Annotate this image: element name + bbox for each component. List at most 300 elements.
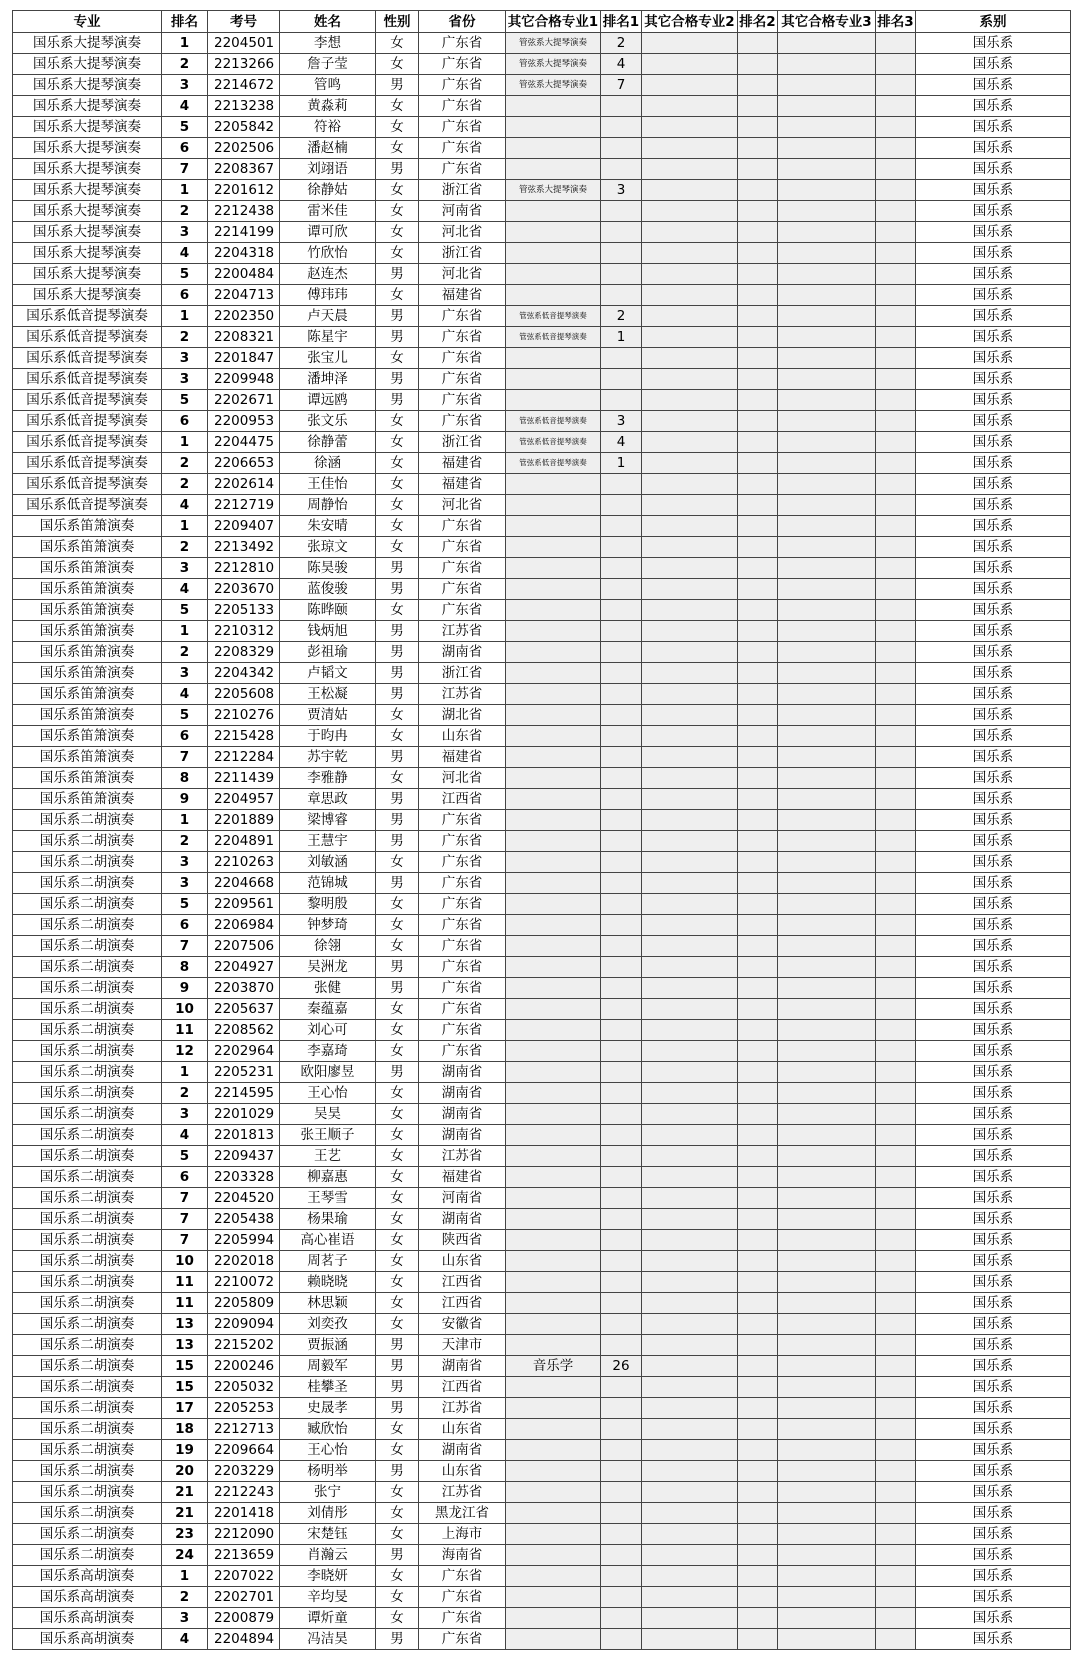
province-cell[interactable]: 江苏省 (419, 1146, 506, 1167)
rank-2-cell[interactable] (738, 1062, 778, 1083)
name-cell[interactable]: 彭祖瑜 (280, 642, 376, 663)
rank-3-cell[interactable] (876, 957, 916, 978)
table-row[interactable] (13, 159, 1071, 180)
rank-1-cell[interactable] (601, 894, 642, 915)
rank-1-cell[interactable] (601, 1461, 642, 1482)
other-major-1-cell[interactable] (506, 390, 601, 411)
other-major-1-cell[interactable] (506, 1251, 601, 1272)
table-row[interactable] (13, 117, 1071, 138)
rank-1-cell[interactable] (601, 138, 642, 159)
rank-cell[interactable]: 4 (162, 684, 208, 705)
name-cell[interactable]: 秦蕴嘉 (280, 999, 376, 1020)
major-cell[interactable]: 国乐系低音提琴演奏 (13, 411, 162, 432)
name-cell[interactable]: 李想 (280, 33, 376, 54)
rank-3-cell[interactable] (876, 915, 916, 936)
exam-id-cell[interactable]: 2209437 (208, 1146, 280, 1167)
exam-id-cell[interactable]: 2204927 (208, 957, 280, 978)
department-cell[interactable]: 国乐系 (916, 642, 1071, 663)
name-cell[interactable]: 王慧宇 (280, 831, 376, 852)
department-cell[interactable]: 国乐系 (916, 474, 1071, 495)
table-row[interactable] (13, 243, 1071, 264)
rank-2-cell[interactable] (738, 1356, 778, 1377)
rank-3-cell[interactable] (876, 537, 916, 558)
other-major-1-cell[interactable] (506, 978, 601, 999)
other-major-3-cell[interactable] (778, 1041, 876, 1062)
rank-3-cell[interactable] (876, 873, 916, 894)
rank-2-cell[interactable] (738, 684, 778, 705)
other-major-2-cell[interactable] (642, 1083, 738, 1104)
gender-cell[interactable]: 男 (376, 1398, 419, 1419)
rank-3-cell[interactable] (876, 264, 916, 285)
other-major-2-cell[interactable] (642, 495, 738, 516)
province-cell[interactable]: 广东省 (419, 915, 506, 936)
province-cell[interactable]: 山东省 (419, 726, 506, 747)
name-cell[interactable]: 刘倩彤 (280, 1503, 376, 1524)
rank-1-cell[interactable] (601, 348, 642, 369)
rank-2-cell[interactable] (738, 243, 778, 264)
province-cell[interactable]: 江苏省 (419, 684, 506, 705)
gender-cell[interactable]: 女 (376, 915, 419, 936)
name-cell[interactable]: 于昀冉 (280, 726, 376, 747)
department-cell[interactable]: 国乐系 (916, 999, 1071, 1020)
rank-cell[interactable]: 1 (162, 810, 208, 831)
gender-cell[interactable]: 男 (376, 1629, 419, 1650)
rank-2-cell[interactable] (738, 54, 778, 75)
gender-cell[interactable]: 女 (376, 33, 419, 54)
major-cell[interactable]: 国乐系低音提琴演奏 (13, 432, 162, 453)
name-cell[interactable]: 王心怡 (280, 1440, 376, 1461)
exam-id-cell[interactable]: 2213492 (208, 537, 280, 558)
table-row[interactable] (13, 747, 1071, 768)
rank-1-cell[interactable] (601, 1272, 642, 1293)
province-cell[interactable]: 广东省 (419, 306, 506, 327)
rank-2-cell[interactable] (738, 1566, 778, 1587)
name-cell[interactable]: 张健 (280, 978, 376, 999)
department-cell[interactable]: 国乐系 (916, 852, 1071, 873)
province-cell[interactable]: 陕西省 (419, 1230, 506, 1251)
other-major-2-cell[interactable] (642, 1419, 738, 1440)
major-cell[interactable]: 国乐系大提琴演奏 (13, 138, 162, 159)
other-major-3-cell[interactable] (778, 1503, 876, 1524)
province-cell[interactable]: 广东省 (419, 348, 506, 369)
other-major-3-cell[interactable] (778, 1272, 876, 1293)
province-cell[interactable]: 浙江省 (419, 432, 506, 453)
gender-cell[interactable]: 女 (376, 201, 419, 222)
rank-3-cell[interactable] (876, 768, 916, 789)
exam-id-cell[interactable]: 2209407 (208, 516, 280, 537)
major-cell[interactable]: 国乐系笛箫演奏 (13, 600, 162, 621)
rank-2-cell[interactable] (738, 1608, 778, 1629)
other-major-2-cell[interactable] (642, 1230, 738, 1251)
other-major-1-cell[interactable] (506, 684, 601, 705)
name-cell[interactable]: 张宁 (280, 1482, 376, 1503)
table-row[interactable] (13, 1293, 1071, 1314)
department-cell[interactable]: 国乐系 (916, 600, 1071, 621)
name-cell[interactable]: 周静怡 (280, 495, 376, 516)
rank-cell[interactable]: 9 (162, 978, 208, 999)
province-cell[interactable]: 广东省 (419, 159, 506, 180)
rank-3-cell[interactable] (876, 1272, 916, 1293)
rank-2-cell[interactable] (738, 705, 778, 726)
rank-cell[interactable]: 6 (162, 1167, 208, 1188)
rank-cell[interactable]: 4 (162, 1125, 208, 1146)
major-cell[interactable]: 国乐系二胡演奏 (13, 1356, 162, 1377)
other-major-1-cell[interactable] (506, 768, 601, 789)
province-cell[interactable]: 广东省 (419, 75, 506, 96)
name-cell[interactable]: 卢天晨 (280, 306, 376, 327)
table-row[interactable] (13, 579, 1071, 600)
province-cell[interactable]: 江苏省 (419, 1482, 506, 1503)
rank-3-cell[interactable] (876, 474, 916, 495)
rank-2-cell[interactable] (738, 1293, 778, 1314)
department-cell[interactable]: 国乐系 (916, 348, 1071, 369)
rank-1-cell[interactable] (601, 1062, 642, 1083)
other-major-1-cell[interactable] (506, 1230, 601, 1251)
rank-1-cell[interactable] (601, 285, 642, 306)
major-cell[interactable]: 国乐系大提琴演奏 (13, 54, 162, 75)
other-major-3-cell[interactable] (778, 1104, 876, 1125)
province-cell[interactable]: 江西省 (419, 1272, 506, 1293)
rank-3-cell[interactable] (876, 369, 916, 390)
table-row[interactable] (13, 348, 1071, 369)
province-cell[interactable]: 广东省 (419, 138, 506, 159)
other-major-3-cell[interactable] (778, 684, 876, 705)
rank-cell[interactable]: 21 (162, 1503, 208, 1524)
rank-1-cell[interactable] (601, 1167, 642, 1188)
department-cell[interactable]: 国乐系 (916, 117, 1071, 138)
name-cell[interactable]: 王佳怡 (280, 474, 376, 495)
rank-2-cell[interactable] (738, 369, 778, 390)
other-major-2-cell[interactable] (642, 1251, 738, 1272)
other-major-2-cell[interactable] (642, 1629, 738, 1650)
name-cell[interactable]: 林思颖 (280, 1293, 376, 1314)
exam-id-cell[interactable]: 2214672 (208, 75, 280, 96)
major-cell[interactable]: 国乐系笛箫演奏 (13, 684, 162, 705)
name-cell[interactable]: 李雅静 (280, 768, 376, 789)
exam-id-cell[interactable]: 2208329 (208, 642, 280, 663)
exam-id-cell[interactable]: 2210263 (208, 852, 280, 873)
province-cell[interactable]: 山东省 (419, 1251, 506, 1272)
name-cell[interactable]: 臧欣怡 (280, 1419, 376, 1440)
rank-2-cell[interactable] (738, 159, 778, 180)
department-cell[interactable]: 国乐系 (916, 75, 1071, 96)
rank-3-cell[interactable] (876, 810, 916, 831)
other-major-2-cell[interactable] (642, 768, 738, 789)
gender-cell[interactable]: 女 (376, 1251, 419, 1272)
rank-3-cell[interactable] (876, 390, 916, 411)
other-major-2-cell[interactable] (642, 117, 738, 138)
exam-id-cell[interactable]: 2200879 (208, 1608, 280, 1629)
other-major-3-cell[interactable] (778, 1167, 876, 1188)
major-cell[interactable]: 国乐系笛箫演奏 (13, 516, 162, 537)
exam-id-cell[interactable]: 2215202 (208, 1335, 280, 1356)
rank-1-cell[interactable] (601, 684, 642, 705)
name-cell[interactable]: 章思政 (280, 789, 376, 810)
department-cell[interactable]: 国乐系 (916, 96, 1071, 117)
exam-id-cell[interactable]: 2203229 (208, 1461, 280, 1482)
rank-2-cell[interactable] (738, 75, 778, 96)
major-cell[interactable]: 国乐系大提琴演奏 (13, 285, 162, 306)
other-major-1-cell[interactable] (506, 789, 601, 810)
name-cell[interactable]: 吴洲龙 (280, 957, 376, 978)
other-major-1-cell[interactable] (506, 642, 601, 663)
other-major-3-cell[interactable] (778, 579, 876, 600)
other-major-3-cell[interactable] (778, 33, 876, 54)
rank-3-cell[interactable] (876, 1335, 916, 1356)
table-row[interactable] (13, 558, 1071, 579)
other-major-1-cell[interactable] (506, 894, 601, 915)
gender-cell[interactable]: 女 (376, 243, 419, 264)
province-cell[interactable]: 湖南省 (419, 1104, 506, 1125)
exam-id-cell[interactable]: 2206984 (208, 915, 280, 936)
exam-id-cell[interactable]: 2213266 (208, 54, 280, 75)
other-major-3-cell[interactable] (778, 1524, 876, 1545)
other-major-3-cell[interactable] (778, 1209, 876, 1230)
gender-cell[interactable]: 女 (376, 537, 419, 558)
department-cell[interactable]: 国乐系 (916, 327, 1071, 348)
other-major-3-cell[interactable] (778, 1482, 876, 1503)
name-cell[interactable]: 冯洁昊 (280, 1629, 376, 1650)
name-cell[interactable]: 高心崔语 (280, 1230, 376, 1251)
province-cell[interactable]: 广东省 (419, 1608, 506, 1629)
other-major-3-cell[interactable] (778, 852, 876, 873)
other-major-2-cell[interactable] (642, 222, 738, 243)
province-cell[interactable]: 浙江省 (419, 180, 506, 201)
other-major-3-cell[interactable] (778, 726, 876, 747)
rank-2-cell[interactable] (738, 936, 778, 957)
rank-2-cell[interactable] (738, 1503, 778, 1524)
rank-3-cell[interactable] (876, 1167, 916, 1188)
major-cell[interactable]: 国乐系二胡演奏 (13, 894, 162, 915)
province-cell[interactable]: 广东省 (419, 957, 506, 978)
rank-1-cell[interactable] (601, 369, 642, 390)
other-major-1-cell[interactable]: 管弦系大提琴演奏 (506, 180, 601, 201)
rank-3-cell[interactable] (876, 1545, 916, 1566)
other-major-2-cell[interactable] (642, 1398, 738, 1419)
name-cell[interactable]: 管鸣 (280, 75, 376, 96)
other-major-2-cell[interactable] (642, 1545, 738, 1566)
rank-cell[interactable]: 2 (162, 453, 208, 474)
other-major-3-cell[interactable] (778, 1062, 876, 1083)
major-cell[interactable]: 国乐系二胡演奏 (13, 810, 162, 831)
gender-cell[interactable]: 女 (376, 1209, 419, 1230)
other-major-1-cell[interactable] (506, 1104, 601, 1125)
gender-cell[interactable]: 女 (376, 138, 419, 159)
name-cell[interactable]: 肖瀚云 (280, 1545, 376, 1566)
other-major-1-cell[interactable] (506, 138, 601, 159)
exam-id-cell[interactable]: 2202506 (208, 138, 280, 159)
name-cell[interactable]: 李晓妍 (280, 1566, 376, 1587)
province-cell[interactable]: 山东省 (419, 1419, 506, 1440)
major-cell[interactable]: 国乐系大提琴演奏 (13, 222, 162, 243)
major-cell[interactable]: 国乐系高胡演奏 (13, 1587, 162, 1608)
table-row[interactable] (13, 1209, 1071, 1230)
rank-3-cell[interactable] (876, 1230, 916, 1251)
rank-cell[interactable]: 3 (162, 873, 208, 894)
major-cell[interactable]: 国乐系二胡演奏 (13, 1146, 162, 1167)
rank-3-cell[interactable] (876, 432, 916, 453)
name-cell[interactable]: 张宝儿 (280, 348, 376, 369)
other-major-2-cell[interactable] (642, 1566, 738, 1587)
department-cell[interactable]: 国乐系 (916, 285, 1071, 306)
gender-cell[interactable]: 女 (376, 1566, 419, 1587)
rank-cell[interactable]: 5 (162, 600, 208, 621)
rank-3-cell[interactable] (876, 54, 916, 75)
gender-cell[interactable]: 女 (376, 1020, 419, 1041)
gender-cell[interactable]: 女 (376, 1482, 419, 1503)
gender-cell[interactable]: 女 (376, 348, 419, 369)
major-cell[interactable]: 国乐系二胡演奏 (13, 957, 162, 978)
gender-cell[interactable]: 男 (376, 810, 419, 831)
table-row[interactable] (13, 1335, 1071, 1356)
province-cell[interactable]: 广东省 (419, 810, 506, 831)
major-cell[interactable]: 国乐系低音提琴演奏 (13, 474, 162, 495)
gender-cell[interactable]: 女 (376, 1041, 419, 1062)
other-major-1-cell[interactable] (506, 1440, 601, 1461)
name-cell[interactable]: 辛均旻 (280, 1587, 376, 1608)
major-cell[interactable]: 国乐系二胡演奏 (13, 1167, 162, 1188)
exam-id-cell[interactable]: 2201418 (208, 1503, 280, 1524)
exam-id-cell[interactable]: 2212810 (208, 558, 280, 579)
rank-cell[interactable]: 10 (162, 999, 208, 1020)
col-header-other-major-3[interactable]: 其它合格专业3 (778, 11, 876, 33)
rank-cell[interactable]: 9 (162, 789, 208, 810)
province-cell[interactable]: 湖南省 (419, 1062, 506, 1083)
major-cell[interactable]: 国乐系二胡演奏 (13, 1041, 162, 1062)
other-major-1-cell[interactable] (506, 1419, 601, 1440)
province-cell[interactable]: 广东省 (419, 579, 506, 600)
rank-3-cell[interactable] (876, 558, 916, 579)
exam-id-cell[interactable]: 2203870 (208, 978, 280, 999)
table-row[interactable] (13, 33, 1071, 54)
rank-1-cell[interactable] (601, 579, 642, 600)
other-major-1-cell[interactable] (506, 705, 601, 726)
name-cell[interactable]: 周茗子 (280, 1251, 376, 1272)
name-cell[interactable]: 梁博睿 (280, 810, 376, 831)
gender-cell[interactable]: 女 (376, 1440, 419, 1461)
rank-cell[interactable]: 3 (162, 1104, 208, 1125)
rank-2-cell[interactable] (738, 180, 778, 201)
rank-1-cell[interactable] (601, 159, 642, 180)
province-cell[interactable]: 天津市 (419, 1335, 506, 1356)
other-major-2-cell[interactable] (642, 411, 738, 432)
gender-cell[interactable]: 女 (376, 1503, 419, 1524)
table-row[interactable] (13, 1125, 1071, 1146)
rank-3-cell[interactable] (876, 75, 916, 96)
other-major-1-cell[interactable] (506, 516, 601, 537)
gender-cell[interactable]: 女 (376, 1125, 419, 1146)
other-major-1-cell[interactable] (506, 1377, 601, 1398)
other-major-1-cell[interactable] (506, 1461, 601, 1482)
table-row[interactable] (13, 411, 1071, 432)
rank-3-cell[interactable] (876, 96, 916, 117)
exam-id-cell[interactable]: 2203670 (208, 579, 280, 600)
rank-1-cell[interactable] (601, 1629, 642, 1650)
other-major-1-cell[interactable] (506, 1167, 601, 1188)
gender-cell[interactable]: 男 (376, 1356, 419, 1377)
rank-cell[interactable]: 3 (162, 558, 208, 579)
rank-2-cell[interactable] (738, 663, 778, 684)
exam-id-cell[interactable]: 2203328 (208, 1167, 280, 1188)
province-cell[interactable]: 广东省 (419, 117, 506, 138)
other-major-3-cell[interactable] (778, 1398, 876, 1419)
other-major-2-cell[interactable] (642, 810, 738, 831)
name-cell[interactable]: 钟梦琦 (280, 915, 376, 936)
other-major-3-cell[interactable] (778, 705, 876, 726)
other-major-2-cell[interactable] (642, 306, 738, 327)
exam-id-cell[interactable]: 2200953 (208, 411, 280, 432)
other-major-3-cell[interactable] (778, 1440, 876, 1461)
rank-2-cell[interactable] (738, 138, 778, 159)
department-cell[interactable]: 国乐系 (916, 915, 1071, 936)
other-major-1-cell[interactable] (506, 1482, 601, 1503)
table-row[interactable] (13, 306, 1071, 327)
major-cell[interactable]: 国乐系大提琴演奏 (13, 180, 162, 201)
rank-cell[interactable]: 3 (162, 75, 208, 96)
province-cell[interactable]: 福建省 (419, 1167, 506, 1188)
rank-3-cell[interactable] (876, 1314, 916, 1335)
rank-2-cell[interactable] (738, 285, 778, 306)
rank-3-cell[interactable] (876, 621, 916, 642)
table-row[interactable] (13, 684, 1071, 705)
rank-2-cell[interactable] (738, 957, 778, 978)
major-cell[interactable]: 国乐系二胡演奏 (13, 1398, 162, 1419)
gender-cell[interactable]: 男 (376, 1335, 419, 1356)
rank-2-cell[interactable] (738, 411, 778, 432)
rank-2-cell[interactable] (738, 348, 778, 369)
col-header-department[interactable]: 系别 (916, 11, 1071, 33)
other-major-3-cell[interactable] (778, 348, 876, 369)
exam-id-cell[interactable]: 2205231 (208, 1062, 280, 1083)
province-cell[interactable]: 河北省 (419, 222, 506, 243)
other-major-1-cell[interactable] (506, 1083, 601, 1104)
gender-cell[interactable]: 男 (376, 558, 419, 579)
other-major-1-cell[interactable] (506, 1314, 601, 1335)
rank-cell[interactable]: 1 (162, 1566, 208, 1587)
exam-id-cell[interactable]: 2201612 (208, 180, 280, 201)
rank-2-cell[interactable] (738, 873, 778, 894)
rank-2-cell[interactable] (738, 1230, 778, 1251)
table-row[interactable] (13, 915, 1071, 936)
other-major-3-cell[interactable] (778, 474, 876, 495)
name-cell[interactable]: 卢韬文 (280, 663, 376, 684)
col-header-gender[interactable]: 性别 (376, 11, 419, 33)
other-major-1-cell[interactable]: 管弦系低音提琴演奏 (506, 327, 601, 348)
department-cell[interactable]: 国乐系 (916, 1440, 1071, 1461)
major-cell[interactable]: 国乐系大提琴演奏 (13, 96, 162, 117)
other-major-1-cell[interactable]: 音乐学 (506, 1356, 601, 1377)
rank-3-cell[interactable] (876, 684, 916, 705)
rank-1-cell[interactable] (601, 1083, 642, 1104)
rank-cell[interactable]: 2 (162, 327, 208, 348)
exam-id-cell[interactable]: 2209664 (208, 1440, 280, 1461)
province-cell[interactable]: 湖南省 (419, 642, 506, 663)
major-cell[interactable]: 国乐系二胡演奏 (13, 873, 162, 894)
major-cell[interactable]: 国乐系低音提琴演奏 (13, 369, 162, 390)
rank-3-cell[interactable] (876, 1524, 916, 1545)
name-cell[interactable]: 詹子莹 (280, 54, 376, 75)
other-major-3-cell[interactable] (778, 1461, 876, 1482)
rank-2-cell[interactable] (738, 726, 778, 747)
name-cell[interactable]: 潘赵楠 (280, 138, 376, 159)
department-cell[interactable]: 国乐系 (916, 180, 1071, 201)
other-major-2-cell[interactable] (642, 75, 738, 96)
gender-cell[interactable]: 女 (376, 495, 419, 516)
rank-cell[interactable]: 7 (162, 936, 208, 957)
exam-id-cell[interactable]: 2210276 (208, 705, 280, 726)
other-major-3-cell[interactable] (778, 138, 876, 159)
department-cell[interactable]: 国乐系 (916, 747, 1071, 768)
